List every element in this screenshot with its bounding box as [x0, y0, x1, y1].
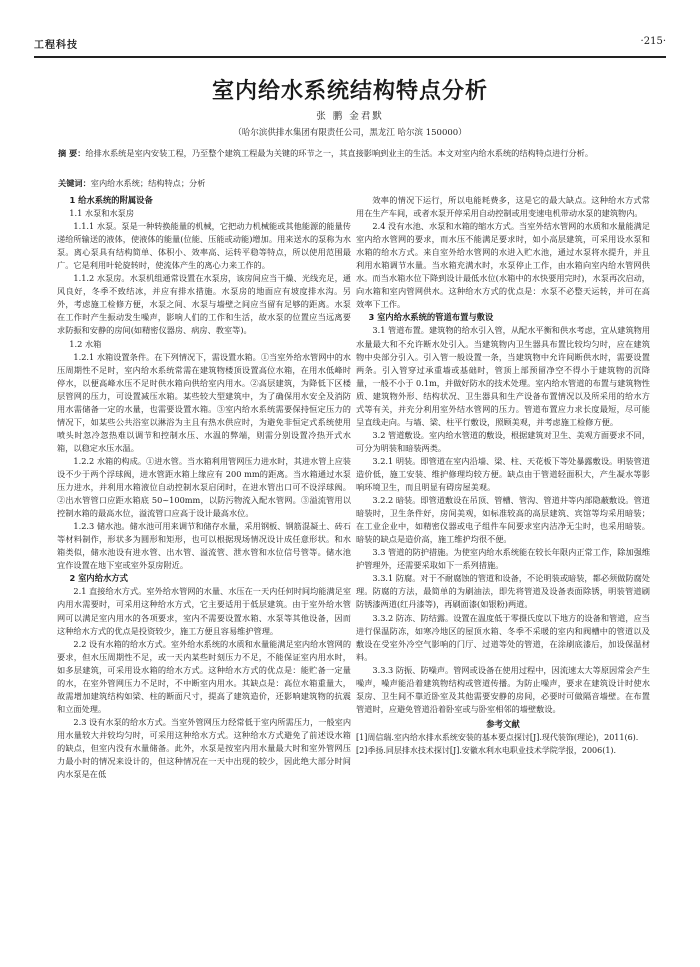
abstract — [58, 147, 664, 160]
right-column — [356, 194, 650, 757]
paragraph: 1.2.2 水箱的构成。①进水管。当水箱利用管网压力进水时，其进水管上应装设不少于两个浮球阀，进水管距水箱上缘应有 200 mm的距离。当水箱通过水泵压力进水，并利用水箱液位自动控制水泵启闭时，在进水管出口可不设浮球阀。②出水管管口应距水箱底 50~100mm，以防污物流入配水管网。③溢流管用以控制水箱的最高水位，溢流管口应高于设计最高水位。 — [57, 455, 351, 519]
paragraph: 2.2 设有水箱的给水方式。室外给水系统的水质和水量能满足室内给水管网的要求，但水压周期性不足，或一天内某些时刻压力不足，不能保证室内用水时，如多层建筑，可采用设水箱的给水方式。这种给水方式的优点是：能贮备一定量的水，在室外管网压力不足时，不中断室内用水。其缺点是：高位水箱重量大，故需增加建筑结构如梁、柱的断面尺寸，提高了建筑造价，还影响建筑物的抗震和立面处理。 — [57, 638, 352, 714]
paragraph: 3.2.2 暗装。即管道敷设在吊顶、管槽、管沟、管道井等内部隐蔽敷设。管道暗装时，卫生条件好，房间美观，如标准较高的高层建筑、宾馆等均采用暗装；在工业企业中，如精密仪器或电子组件车间要求室内洁净无尘时，也采用暗装。暗装的缺点是造价高，施工维护均很不便。 — [356, 495, 650, 545]
paragraph: 3.2.1 明装。即管道在室内沿墙、梁、柱、天花板下等处暴露敷设。明装管道造价低，施工安装、维护修理均较方便。缺点由于管道轻面积大，产生凝水等影响环境卫生，而且明显有碍房屋美观。 — [356, 455, 650, 493]
paragraph: 1.2.3 储水池。储水池可用来调节和储存水量，采用钢板、钢筋混凝土、砖石等材料制作，形状多为圆形和矩形，也可以根据现场情况设计成任意形状。和水箱类似，储水池设有进水管、出水管、溢流管、泄水管和水位信号管等。储水池宜作设置在地下室或室外泵房附近。 — [57, 521, 351, 571]
header-rule — [34, 56, 666, 58]
authors: 张 鹏 金君默 — [316, 111, 384, 122]
reference-item: [1]周信瑞.室内给水排水系统安装的基本要点探讨[J].现代装饰(理论)，2011(6). — [356, 732, 639, 742]
journal-section: 工程科技 — [34, 40, 78, 51]
section-heading: 1.1 水泵和水泵房 — [69, 208, 135, 219]
paragraph: 1.1.1 水泵。泵是一种转换能量的机械，它把动力机械能或其他能源的能量传递给所输送的液体，使液体的能量(位能、压能或动能)增加。用来送水的泵称为水泵。离心泵具有结构简单、体积小、效率高、运转平稳等特点，所以使用范围最广。它是利用叶轮旋转时，使流体产生的离心力来工作的。 — [57, 221, 351, 271]
paragraph: 2.3 设有水泵的给水方式。当室外管网压力经常低于室内所需压力，一般室内用水量较大并较均匀时，可采用这种给水方式。这种给水方式避免了前述设水箱的缺点，但室内没有水量储备。此外，水泵是按室内用水量最大时和室外管网压力最小时的情况来设计的，但这种情况在一天中出现的较少，因此绝大部分时间内水泵是在低 — [57, 716, 352, 780]
abstract-text: 给排水系统是室内安装工程，乃至整个建筑工程最为关键的环节之一，其直接影响到业主的生活。本文对室内给水系统的结构特点进行分析。 — [85, 148, 594, 158]
paragraph: 3.2 管道敷设。室内给水管道的敷设，根据建筑对卫生、美观方面要求不同，可分为明装和暗装两类。 — [356, 429, 651, 453]
paragraph: 2.4 没有水池、水泵和水箱的缩水方式。当室外结水管网的水质和水量能满足室内给水管网的要求，而水压不能满足要求时，如小高层建筑，可采用设水泵和水箱的给水方式。来自室外给水管网的水进入贮水池，通过水泵将水提升，并且利用水箱调节水量。当水箱充满水时，水泵停止工作，由水箱向室内给水管网供水。而当水箱水位下降到设计最低水位(水箱中的水快要用完时)，水泵再次启动，向水箱和室内管网供水。这种给水方式的优点是：水泵不必整天运转，并可在高效率下工作。 — [356, 221, 651, 310]
page-number: ·215· — [640, 36, 666, 47]
affiliation: （哈尔滨供排水集团有限责任公司，黑龙江 哈尔滨 150000） — [233, 128, 467, 138]
reference-item: [2]季扬.同层排水技术探讨[J].安徽水利水电职业技术学院学报，2006(1). — [356, 745, 617, 755]
section-heading: 1.2 水箱 — [69, 338, 102, 349]
keywords-text: 室内给水系统；结构特点；分析 — [90, 178, 206, 188]
paragraph: 效率的情况下运行，所以电能耗费多，这是它的最大缺点。这种给水方式常用在生产车间，或者水泵开停采用自动控制或用变速电机带动水泵的建筑物内。 — [356, 195, 650, 219]
section-heading: 1 给水系统的附属设备 — [69, 195, 153, 205]
paragraph: 3.3.2 防冻、防结露。设置在温度低于零摄氏度以下地方的设备和管道，应当进行保温防冻，如寒冷地区的屋顶水箱、冬季不采暖的室内和阀槽中的管道以及敷设在受室外冷空气影响的门厅、过道等处的管道，在涂刷底漆后，加设保温材料。 — [356, 612, 650, 662]
references-list — [356, 731, 650, 757]
paragraph: 3.3 管道的防护措施。为使室内给水系统能在较长年限内正常工作，除加强维护管理外，还需要采取如下一系列措施。 — [356, 547, 651, 571]
right-column-body — [356, 194, 650, 716]
paragraph: 1.1.2 水泵房。水泵机组通常设置在水泵房，该房间应当干燥、光线充足，通风良好，冬季不致结冰，并应有排水措施。水泵房的地面应有坡度排水沟。另外，考虑施工检修方便，水泵之间、水泵与墙壁之间应当留有足够的距离。水泵在工作时产生振动发生噪声，影响人们的工作和生活，故水泵的位置应当远离要求防振和安静的房间(如精密仪器房、病房、教室等)。 — [57, 273, 351, 336]
paragraph: 1.2.1 水箱设置条件。在下列情况下，需设置水箱。①当室外给水管网中的水压周期性不足时，室内给水系统常需在建筑物楼顶设置高位水箱，在用水低峰时停水，以便高峰水压不足时供水箱向供给室内用水。②高层建筑，为降低下区楼层管网的压力，可设置减压水箱。某些较大型建筑中，为了确保用水安全及消防用水需储备一定的水量，也需要设置水箱。③室内给水系统需要保持恒定压力的情况下，如某些公共浴室以淋浴为主且有热水供应时，为避免非恒定式系统使用喷头时忽冷忽热难以调节和控制水压、水温的弊端，则需分别设置冷热开式水箱，以稳定水压水温。 — [57, 351, 351, 453]
abstract-label: 摘 要： — [58, 148, 86, 158]
paragraph: 3.3.1 防腐。对于不耐腐蚀的管道和设备，不论明装或暗装，都必须做防腐处理。防腐的方法，最简单的为刷油法，即先将管道及设备表面除锈，明装管道刷防锈漆两道(红丹漆等)，再刷面漆(如银粉)两道。 — [356, 573, 650, 610]
keywords — [58, 177, 664, 190]
paragraph: 2.1 直接给水方式。室外给水管网的水量、水压在一天内任何时间均能满足室内用水需要时，可采用这种给水方式，它主要适用于低层建筑。由于室外给水管网可以满足室内用水的各项要求，室内不需要设置水箱、水泵等其他设备，因而这种给水方式的优点是投资较少，施工方便且容易维护管理。 — [57, 586, 352, 636]
references-title: 参考文献 — [486, 718, 520, 729]
running-header — [34, 36, 666, 52]
left-column — [57, 194, 351, 781]
article-title: 室内给水系统结构特点分析 — [211, 79, 488, 104]
section-heading: 3 室内给水系统的管道布置与敷设 — [368, 312, 494, 323]
keywords-label: 关键词： — [58, 178, 91, 188]
paragraph: 3.3.3 防振、防噪声。管网或设备在使用过程中，因流速太大等原因常会产生噪声，噪声能沿着建筑物结构或管道传播。为防止噪声，要求在建筑设计时使水泵房、卫生间不靠近卧室及其他需要安静的房间，必要时可做隔音墙壁。在布置管道时，应避免管道沿着卧室或与卧室相邻的墙壁敷设。 — [356, 664, 650, 714]
paragraph: 3.1 管道布置。建筑物的给水引入管，从配水平衡和供水考虑，宜从建筑物用水量最大和不允许断水处引入。当建筑物内卫生器具布置比较均匀时，应在建筑物中央部分引入。引入管一般设置一条，当建筑物中允许间断供水时，需要设置两条。引入管穿过承重墙或基础时，管顶上部预留净空不得小于建筑物的沉降量，一般不小于 0.1m，并做好防水的技术处理。室内给水管道的布置与建筑物性质、建筑物外形、结构状况、卫生器具和生产设备布置情况以及所采用的给水方式等有关，并充分利用室外结水管网的压力。管道布置应力求长度最短，尽可能呈直线走向。与墙、梁、柱平行敷设，照顾美观，并考虑施工检修方便。 — [356, 325, 651, 427]
section-heading: 2 室内给水方式 — [69, 573, 128, 584]
